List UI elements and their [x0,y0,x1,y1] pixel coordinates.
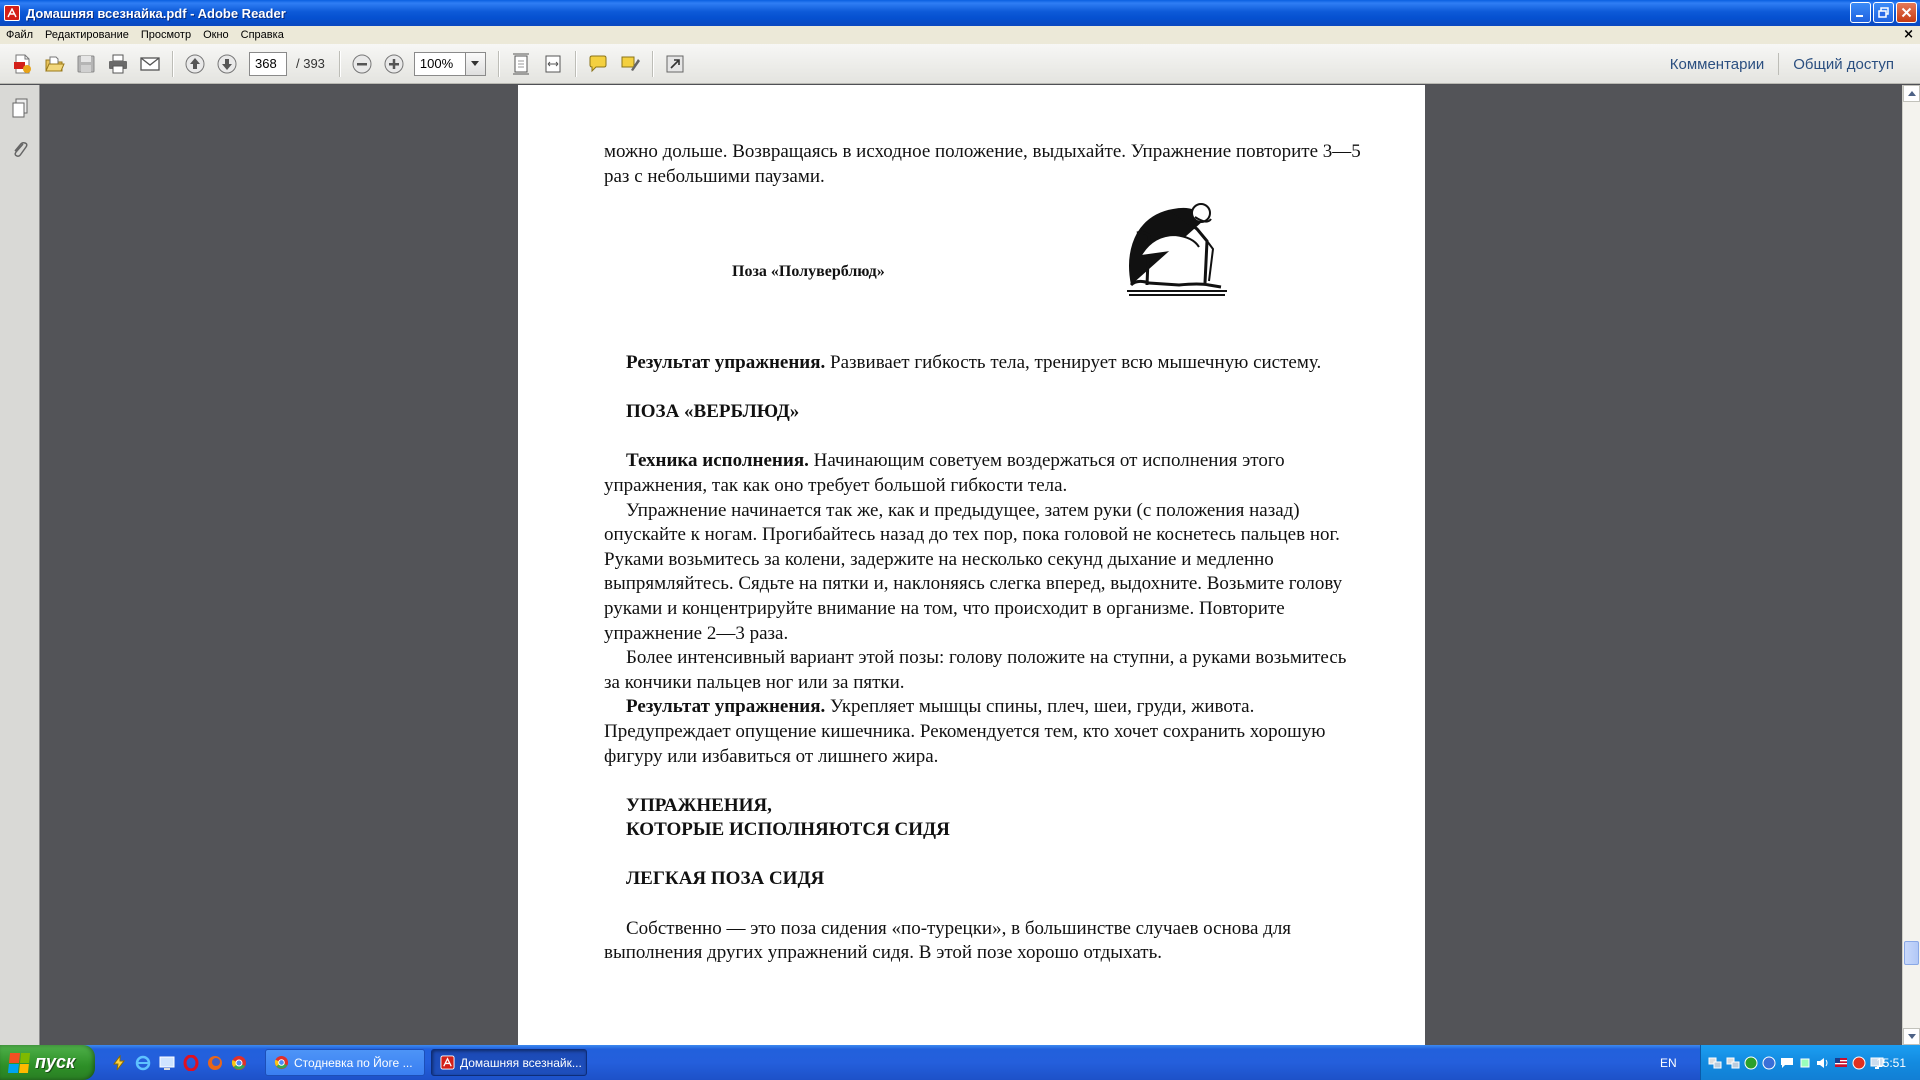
tray-item[interactable] [1725,1055,1741,1071]
chevron-down-icon [471,61,479,66]
paragraph: Упражнение начинается так же, как и предыдущее, затем руки (с положения назад) опускайте к ногам. Прогибайтесь назад до тех пор, пока головой не коснетесь пальцев ног. Руками возьмитесь за колени, задержите на несколько секунд дыхание и медленно выпрямляйтесь. Сядьте на пятки и, наклоняясь слегка вперед, выдохните. Возьмите голову руками и концентрируйте внимание на том, что происходит в организме. Повторите упражнение 2—3 раза. [604,499,1343,644]
section-heading: КОТОРЫЕ ИСПОЛНЯЮТСЯ СИДЯ [626,819,950,841]
document-close-button[interactable]: × [1903,27,1914,42]
menu-window[interactable]: Окно [203,29,229,41]
network-icon [1726,1056,1740,1070]
restore-button[interactable] [1873,2,1894,23]
pages-panel-button[interactable] [7,95,33,121]
window-title: Домашняя всезнайка.pdf - Adobe Reader [26,5,286,21]
share-link[interactable]: Общий доступ [1793,55,1894,73]
save-button[interactable] [72,50,100,78]
open-icon [43,53,65,75]
prev-page-button[interactable] [181,50,209,78]
print-icon [107,53,129,75]
tray-item[interactable] [1761,1055,1777,1071]
scroll-down-button[interactable] [1903,1028,1920,1045]
prev-page-icon [184,53,206,75]
open-button[interactable] [40,50,68,78]
quick-launch-item[interactable] [133,1053,153,1073]
quick-launch-item[interactable] [205,1053,225,1073]
task-label: Стодневка по Йоге ... [294,1055,413,1070]
volume-icon [1816,1056,1830,1070]
tray-item[interactable] [1851,1055,1867,1071]
quick-launch-item[interactable] [157,1053,177,1073]
paragraph-text: можно дольше. Возвращаясь в исходное положение, выдыхайте. Упражнение повторите 3—5 раз с небольшими паузами. [604,141,1361,187]
paragraph-text: Укрепляет мышцы спины, плеч, шеи, груди, живота. Предупреждает опущение кишечника. Рекомендуется тем, кто хочет сохранить хорошую фигуру или избавиться от лишнего жира. [604,696,1326,767]
save-icon [75,53,97,75]
comments-link[interactable]: Комментарии [1669,55,1765,73]
document-viewport[interactable] [41,85,1902,1045]
section-heading: УПРАЖНЕНИЯ, [626,794,772,816]
lightning-icon [111,1055,127,1071]
windows-logo-icon [8,1053,30,1073]
paragraph-text: Развивает гибкость тела, тренирует всю мышечную систему. [825,352,1322,373]
internet-explorer-icon [135,1055,151,1071]
paragraph-intro [604,140,1364,189]
toolbar-separator [498,51,499,77]
firefox-icon [207,1055,223,1071]
paragraph-text: Начинающим советуем воздержаться от исполнения этого упражнения, так как оно требует большой гибкости тела. [604,450,1285,496]
highlight-icon [619,53,641,75]
restore-icon [1878,7,1889,18]
close-button[interactable] [1896,2,1917,23]
fullscreen-button[interactable] [661,50,689,78]
zoom-in-button[interactable] [380,50,408,78]
chat-icon [1780,1056,1794,1070]
start-button[interactable] [0,1045,95,1080]
menu-edit[interactable]: Редактирование [45,29,129,41]
zoom-dropdown-button[interactable] [466,52,486,76]
paragraph [604,695,1364,769]
fit-width-icon [542,53,564,75]
task-label: Домашняя всезнайк... [460,1055,582,1070]
attachments-icon [10,139,30,161]
zoom-combobox[interactable] [414,52,486,76]
tray-item[interactable] [1815,1055,1831,1071]
antivirus-icon [1744,1056,1758,1070]
network-icon [1708,1056,1722,1070]
minimize-button[interactable] [1850,2,1871,23]
close-icon [1901,7,1912,18]
title-bar [0,0,1920,26]
chevron-down-icon [1908,1034,1916,1039]
taskbar-task-adobe-reader[interactable] [431,1049,587,1076]
paragraph [604,351,1364,376]
show-desktop-icon [159,1055,175,1071]
tray-item[interactable] [1797,1055,1813,1071]
minimize-icon [1855,7,1866,18]
zoom-input[interactable]: 100% [414,52,466,76]
toolbar-separator [172,51,173,77]
update-icon [1762,1056,1776,1070]
comment-button[interactable] [584,50,612,78]
fit-width-button[interactable] [539,50,567,78]
paragraph [604,449,1364,498]
paragraph: Собственно — это поза сидения «по-турецки», в большинстве случаев основа для выполнения других упражнений сидя. В этой позе хорошо отдыхать. [604,917,1292,964]
toolbar-separator [652,51,653,77]
figure-caption: Поза «Полуверблюд» [732,263,885,280]
zoom-out-icon [351,53,373,75]
scroll-thumb[interactable] [1904,941,1919,965]
menu-bar [0,26,1920,44]
taskbar-task-chrome[interactable] [265,1049,425,1076]
chrome-icon [231,1055,247,1071]
tray-item[interactable] [1707,1055,1723,1071]
attachments-panel-button[interactable] [7,137,33,163]
quick-launch-item[interactable] [229,1053,249,1073]
fullscreen-icon [664,53,686,75]
taskbar [0,1045,1920,1080]
page-number-input[interactable]: 368 [249,52,287,76]
vertical-scrollbar[interactable] [1902,85,1920,1045]
menu-help[interactable]: Справка [240,29,284,41]
start-label: пуск [35,1052,76,1072]
quick-launch-item[interactable] [181,1053,201,1073]
next-page-button[interactable] [213,50,241,78]
zoom-in-icon [383,53,405,75]
page-count: / 393 [296,56,325,71]
chevron-up-icon [1908,91,1916,96]
bold-label: Результат упражнения. [626,352,826,373]
result-section-1 [604,351,1364,966]
tray-item[interactable] [1779,1055,1795,1071]
menu-view[interactable]: Просмотр [140,29,192,41]
create-pdf-icon [11,53,33,75]
paragraph: Более интенсивный вариант этой позы: голову положите на ступни, а руками возьмитесь за кончики пальцев ног или за пятки. [604,647,1347,693]
usb-icon [1798,1056,1812,1070]
toolbar-separator [575,51,576,77]
pages-icon [10,97,30,119]
email-icon [139,53,161,75]
adobe-reader-icon [4,5,20,21]
navigation-pane [0,85,40,1045]
half-camel-pose-illustration [1123,195,1233,305]
pdf-page [518,85,1425,1045]
zoom-out-button[interactable] [348,50,376,78]
scroll-up-button[interactable] [1903,85,1920,102]
print-button[interactable] [104,50,132,78]
system-tray [1700,1045,1920,1080]
toolbar [0,44,1920,84]
language-indicator[interactable]: EN [1660,1055,1677,1070]
tray-item[interactable] [1743,1055,1759,1071]
bold-label: Результат упражнения. [626,696,826,718]
fit-page-icon [510,53,532,75]
adobe-reader-icon [440,1055,455,1070]
flag-icon [1834,1056,1848,1070]
chrome-icon [274,1055,289,1070]
comment-icon [587,53,609,75]
section-heading: ЛЕГКАЯ ПОЗА СИДЯ [626,868,825,890]
create-pdf-button[interactable] [8,50,36,78]
quick-launch [109,1053,249,1073]
quick-launch-item[interactable] [109,1053,129,1073]
tray-item[interactable] [1833,1055,1849,1071]
section-heading: ПОЗА «ВЕРБЛЮД» [626,401,800,423]
opera-icon [183,1055,199,1071]
toolbar-separator [339,51,340,77]
next-page-icon [216,53,238,75]
clock: 15:51 [1875,1055,1906,1070]
menu-file[interactable]: Файл [6,29,34,41]
fit-page-button[interactable] [507,50,535,78]
bold-label: Техника исполнения. [626,450,809,472]
alert-icon [1852,1056,1866,1070]
email-button[interactable] [136,50,164,78]
highlight-button[interactable] [616,50,644,78]
